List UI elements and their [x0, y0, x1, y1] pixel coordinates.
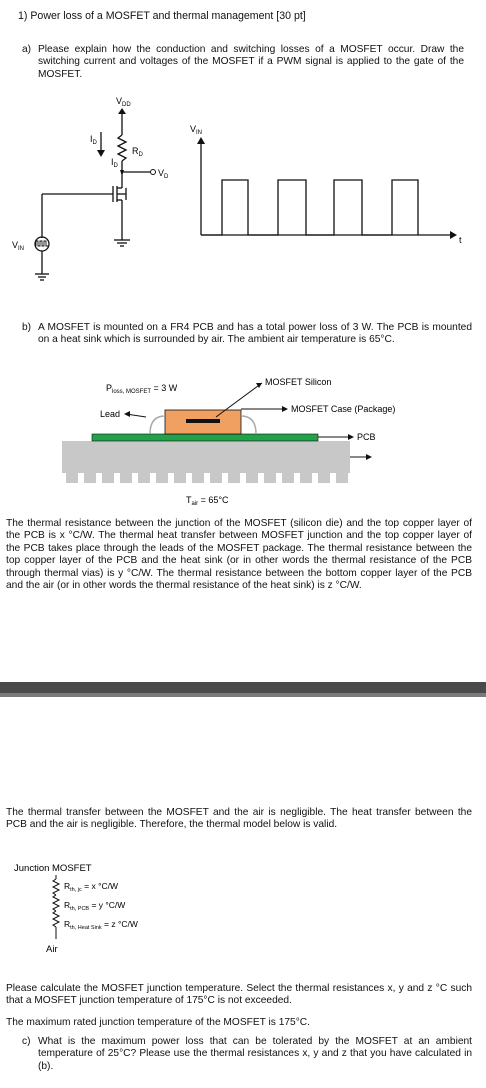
svg-text:VIN: $V_{IN}$ — [12, 240, 25, 252]
svg-text:Rth, Heat Sink = z °C/W: $R_{th, Heat Sink} = z$ °C/W — [64, 919, 138, 931]
svg-text:ID: $I_D$ — [111, 157, 118, 169]
svg-text:ID: $I_D$ — [90, 134, 97, 146]
svg-text:Air: Air — [46, 944, 58, 955]
svg-text:PCB: PCB — [357, 432, 376, 442]
paragraph-thermal-model-validity: The thermal transfer between the MOSFET and the air is negligible. The heat transfer between the PCB and the air is negligible. Therefore, the thermal model below is valid. — [6, 807, 472, 831]
svg-text:VD: $V_D$ — [158, 168, 169, 180]
part-a-text: Please explain how the conduction and switching losses of a MOSFET occur. Draw the switching current and voltages of the MOSFET if a PWM signal is applied to the gate of the MOSFET. — [38, 44, 464, 80]
part-a-label: a) — [22, 44, 32, 55]
svg-text:VIN: $V_{IN}$ — [190, 124, 203, 136]
svg-text:Ploss, MOSFET = 3 W: $P_{loss, MOSFET} = 3$ W — [106, 383, 178, 395]
paragraph-max-rated: The maximum rated junction temperature of the MOSFET is 175°C. — [6, 1017, 310, 1028]
svg-text:RD: $R_D$ — [132, 146, 143, 158]
part-b-label: b) — [22, 322, 32, 333]
thermal-model — [0, 855, 486, 960]
part-c-label: c) — [22, 1036, 31, 1047]
svg-text:Tair = 65°C: $T_{air} = 65^\circ C$ — [186, 495, 229, 507]
svg-text:Rth, PCB = y °C/W: $R_{th, PCB} = y$ °C/W — [64, 900, 126, 912]
page-separator-shadow — [0, 693, 486, 697]
svg-text:MOSFET Case (Package): MOSFET Case (Package) — [291, 404, 396, 414]
thermal-figure — [0, 370, 486, 510]
svg-text:MOSFET Silicon: MOSFET Silicon — [265, 377, 332, 387]
page-separator — [0, 682, 486, 693]
circuit-diagram — [0, 90, 486, 300]
part-c-text: What is the maximum power loss that can be tolerated by the MOSFET at an ambient temperature of 25°C? Please use the thermal resistances x, y and z that you have calculated in (b). — [38, 1036, 472, 1072]
paragraph-calculate-junction: Please calculate the MOSFET junction temperature. Select the thermal resistances x, y and z °C such that a MOSFET junction temperature of 175°C is not exceeded. — [6, 983, 472, 1007]
svg-text:VDD: $V_{DD}$ — [116, 96, 131, 108]
paragraph-thermal-resistance: The thermal resistance between the junction of the MOSFET (silicon die) and the top copper layer of the PCB is x °C/W. The thermal heat transfer between MOSFET junction and the top copper layer of the PCB takes place through the leads of the MOSFET package. The thermal resistance between the top copper layer of the PCB and the heat sink (or in other words the thermal resistance of the PCB through thermal vias) is y °C/W. The thermal resistance between the bottom copper layer of the PCB and the air (or in other words the thermal resistance of the heat sink) is z °C/W. — [6, 518, 472, 592]
problem-title: 1) Power loss of a MOSFET and thermal management [30 pt] — [18, 10, 306, 22]
svg-text:t: t — [459, 235, 462, 245]
svg-text:Junction MOSFET: Junction MOSFET — [14, 863, 92, 874]
part-b-text: A MOSFET is mounted on a FR4 PCB and has a total power loss of 3 W. The PCB is mounted on a heat sink which is surrounded by air. The ambient air temperature is 65°C. — [38, 322, 472, 346]
svg-text:Lead: Lead — [100, 409, 121, 419]
svg-text:Rth, jc = x °C/W: $R_{th, jc} = x$ °C/W — [64, 881, 118, 893]
